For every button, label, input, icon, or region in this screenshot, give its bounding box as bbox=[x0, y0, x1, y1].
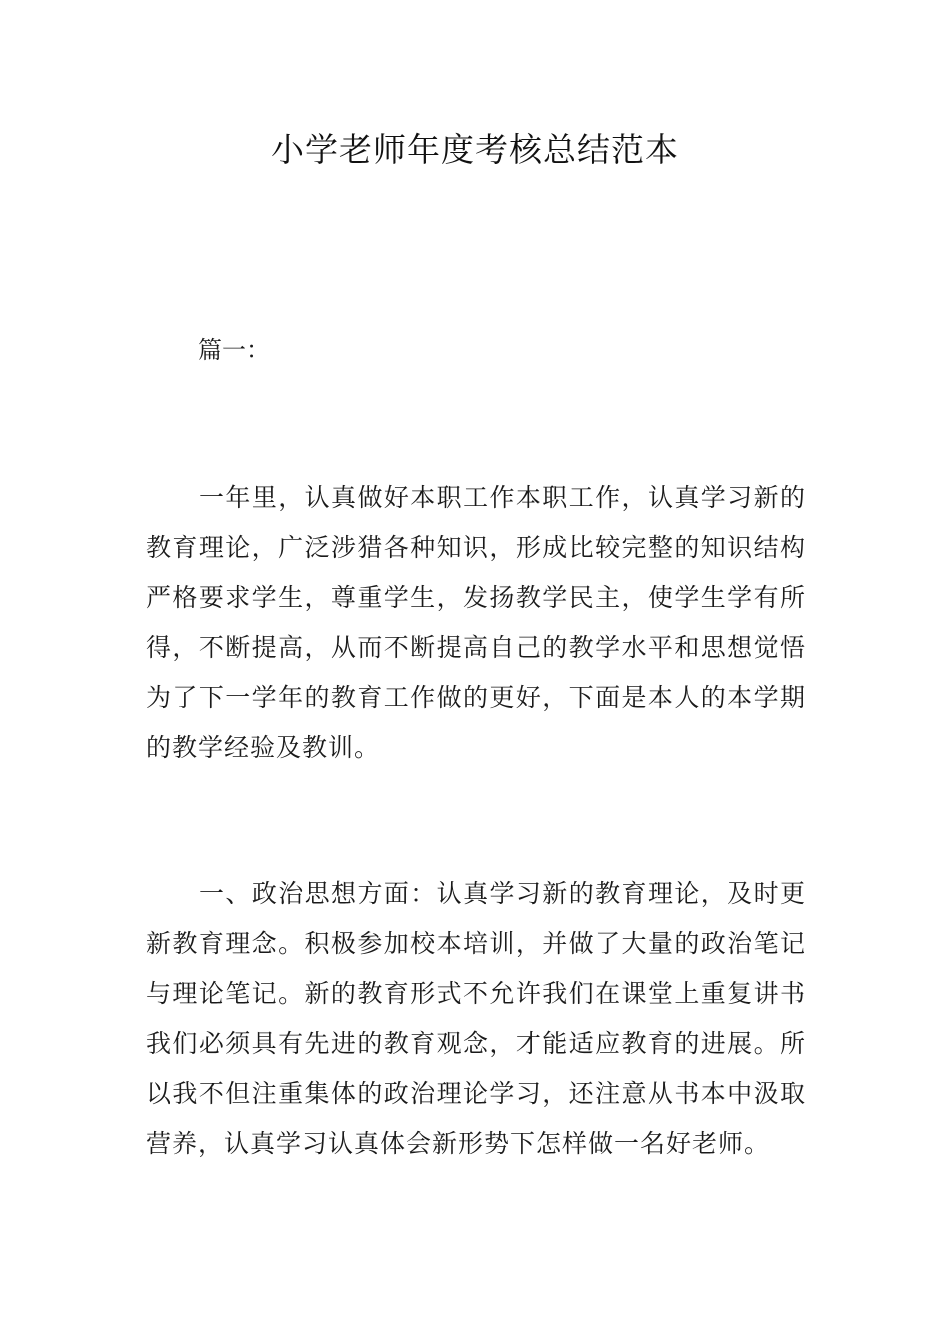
paragraph-line: 的教学经验及教训。 bbox=[146, 733, 381, 762]
paragraph-line: 一年里，认真做好本职工作本职工作，认真学习新的 bbox=[199, 483, 806, 512]
paragraph-line: 得，不断提高，从而不断提高自己的教学水平和思想觉悟 bbox=[146, 633, 806, 662]
paragraph bbox=[146, 869, 806, 1169]
paragraph-line: 严格要求学生，尊重学生，发扬教学民主，使学生学有所 bbox=[146, 583, 806, 612]
paragraph-line: 一、政治思想方面：认真学习新的教育理论，及时更 bbox=[199, 879, 806, 908]
paragraph-line: 为了下一学年的教育工作做的更好，下面是本人的本学期 bbox=[146, 683, 806, 712]
paragraph bbox=[146, 473, 806, 773]
document-title: 小学老师年度考核总结范本 bbox=[271, 130, 679, 169]
paragraph-line: 以我不但注重集体的政治理论学习，还注意从书本中汲取 bbox=[146, 1079, 806, 1108]
paragraph-line: 教育理论，广泛涉猎各种知识，形成比较完整的知识结构 bbox=[146, 533, 806, 562]
paragraph-line: 我们必须具有先进的教育观念，才能适应教育的进展。所 bbox=[146, 1029, 806, 1058]
paragraph-line: 与理论笔记。新的教育形式不允许我们在课堂上重复讲书 bbox=[146, 979, 806, 1008]
section-label: 篇一： bbox=[198, 336, 270, 364]
paragraph-line: 营养，认真学习认真体会新形势下怎样做一名好老师。 bbox=[146, 1129, 771, 1158]
paragraph-line: 新教育理念。积极参加校本培训，并做了大量的政治笔记 bbox=[146, 929, 806, 958]
